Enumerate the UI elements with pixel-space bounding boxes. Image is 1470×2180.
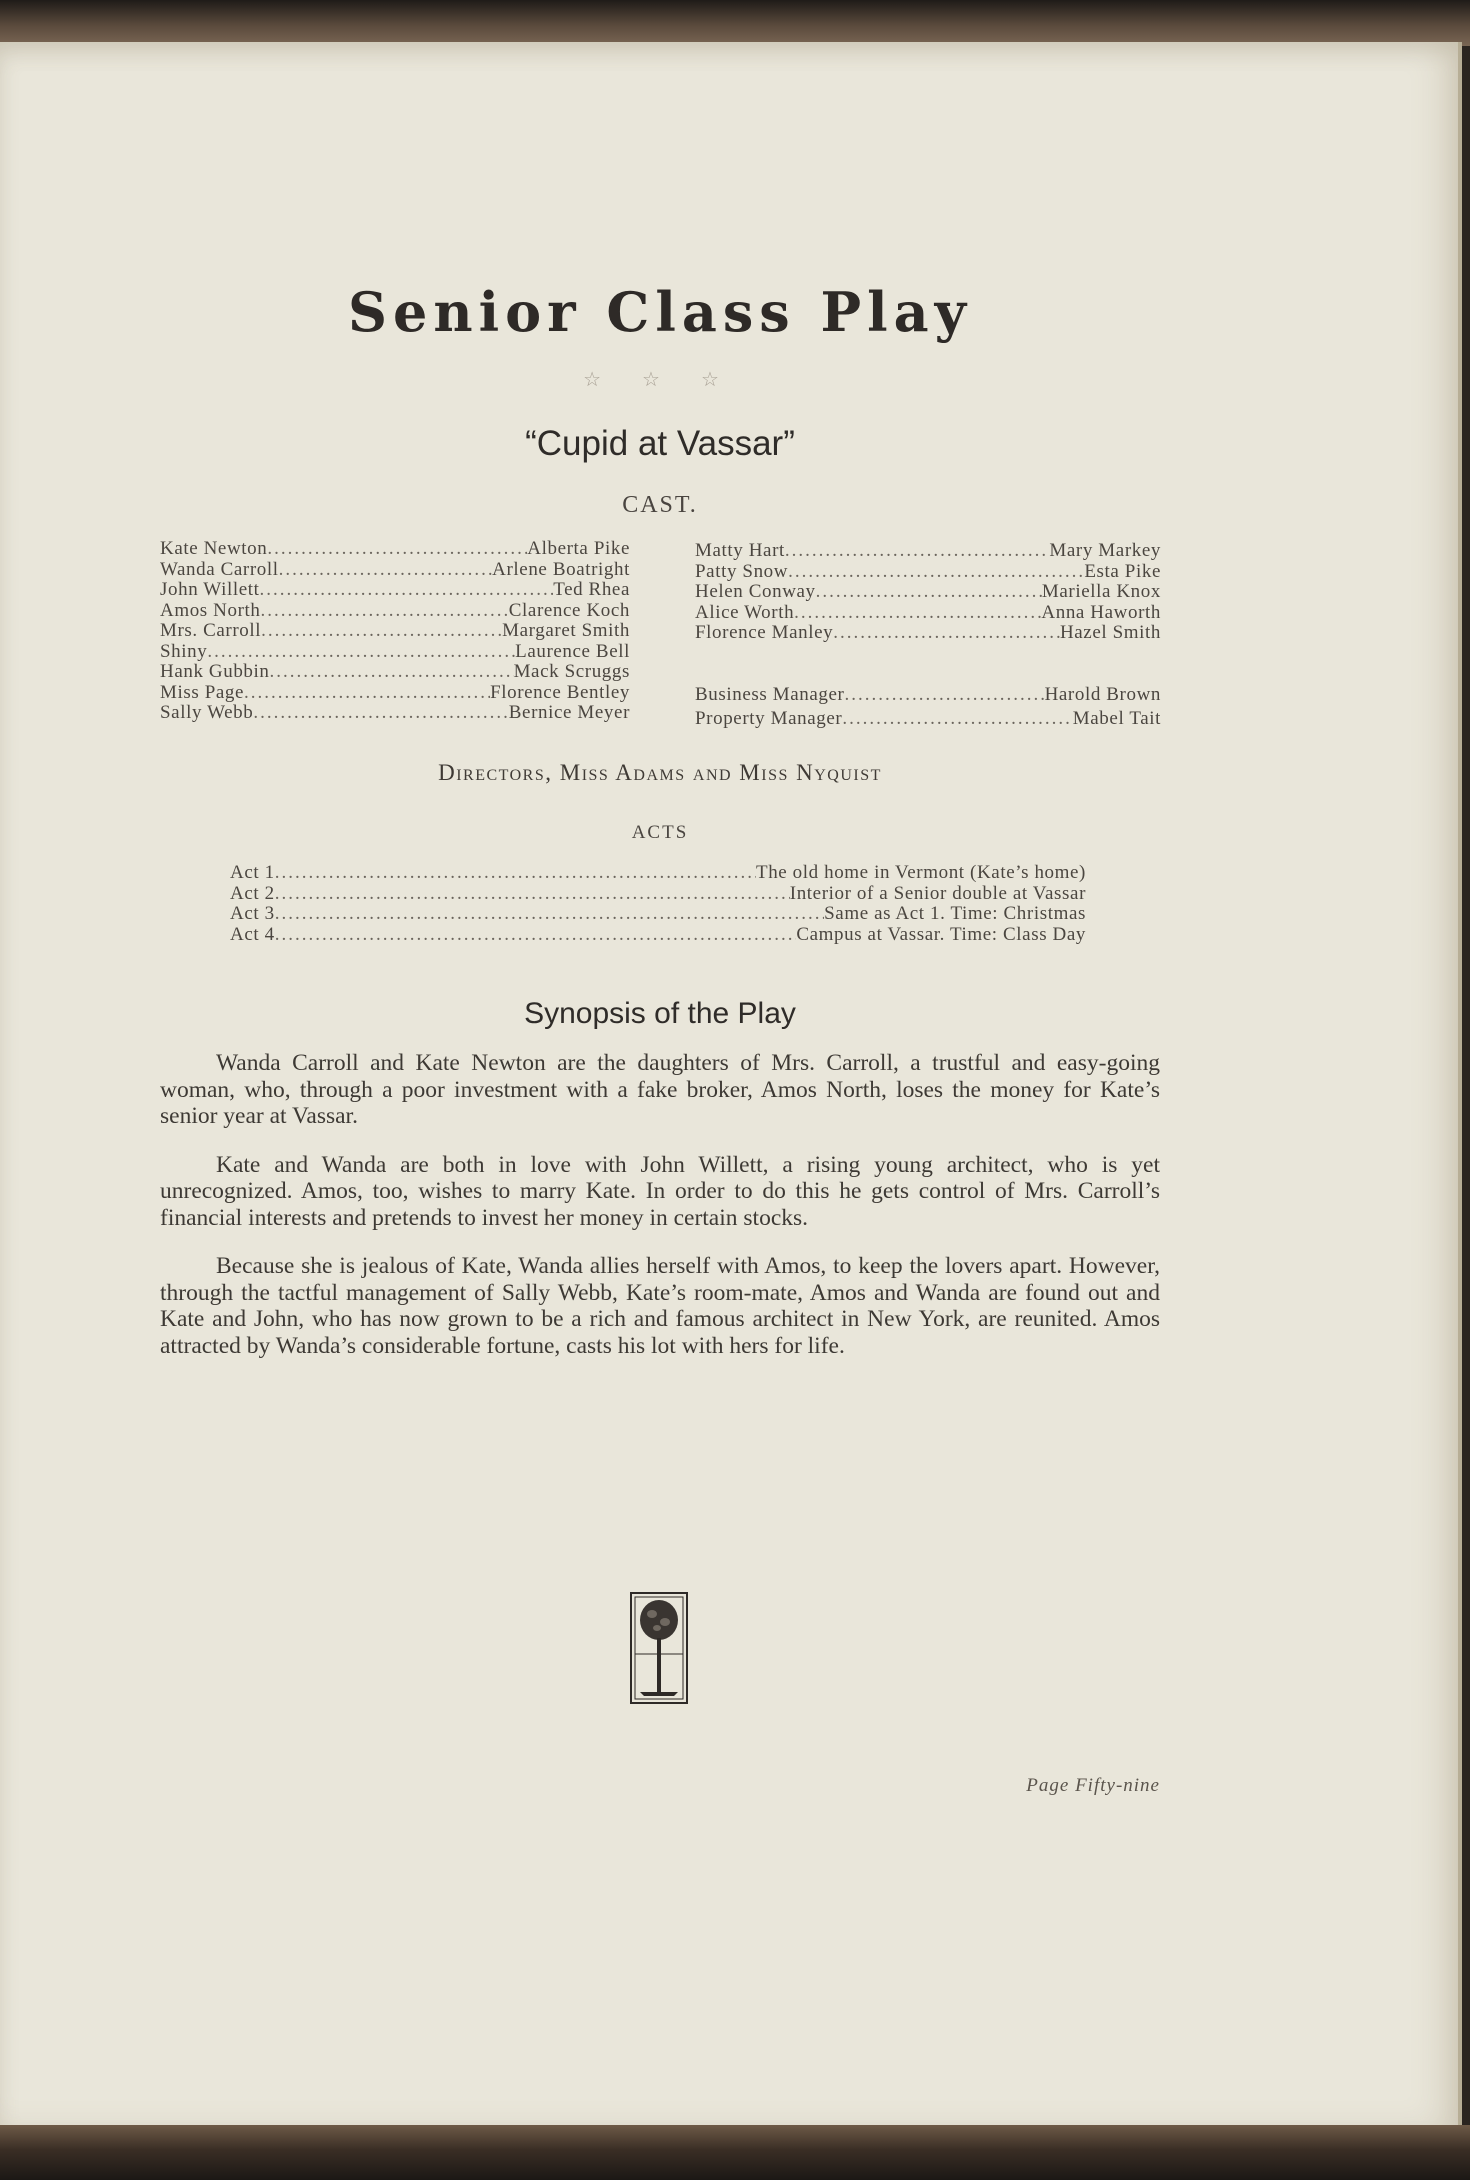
dot-leader: [253, 703, 508, 724]
synopsis-paragraph: Kate and Wanda are both in love with John Willett, a rising young architect, who is yet unrecognized. Amos, too, wishes to marry Kate. In order to do this he gets control of Mrs. Carroll’s financial interests and pretends to invest her money in certain stocks.: [160, 1151, 1160, 1231]
book-page: [0, 42, 1462, 2130]
act-description: Interior of a Senior double at Vassar: [789, 883, 1086, 904]
dot-leader: [275, 863, 756, 884]
cast-row: [160, 621, 630, 642]
actor-name: Anna Haworth: [1041, 602, 1161, 623]
dot-leader: [275, 884, 790, 905]
staff-name: Harold Brown: [1044, 684, 1161, 705]
dot-leader: [844, 685, 1044, 706]
tree-emblem-icon: [630, 1592, 688, 1704]
play-title: “Cupid at Vassar”: [525, 424, 795, 463]
dot-leader: [275, 904, 824, 925]
role-name: Helen Conway: [695, 582, 816, 602]
role-name: Sally Webb: [160, 703, 254, 723]
dot-leader: [244, 683, 490, 704]
actor-name: Florence Bentley: [490, 682, 630, 703]
actor-name: Clarence Koch: [508, 600, 630, 621]
cast-row: [160, 539, 630, 560]
role-name: Patty Snow: [695, 561, 789, 582]
role-name: Hank Gubbin: [160, 662, 270, 682]
act-description: Same as Act 1. Time: Christmas: [824, 904, 1086, 924]
dot-leader: [842, 709, 1072, 730]
staff-role: Business Manager: [695, 684, 845, 705]
top-binding-edge: [0, 0, 1470, 46]
actor-name: Alberta Pike: [527, 539, 630, 559]
cast-row: [160, 560, 630, 581]
role-name: Wanda Carroll: [160, 559, 279, 580]
cast-row: [160, 703, 630, 724]
role-name: John Willett: [160, 580, 260, 600]
staff-role: Property Manager: [695, 709, 843, 729]
dot-leader: [261, 621, 502, 642]
role-name: Miss Page: [160, 682, 245, 703]
page-number: Page Fifty-nine: [1026, 1775, 1160, 1796]
cast-row: [160, 683, 630, 704]
role-name: Florence Manley: [695, 623, 834, 643]
role-name: Alice Worth: [695, 602, 795, 623]
cast-heading: CAST.: [622, 492, 698, 518]
role-name: Amos North: [160, 600, 261, 621]
act-label: Act 1: [230, 863, 275, 883]
act-label: Act 4: [230, 924, 275, 945]
acts-heading: ACTS: [631, 822, 689, 843]
star-ornament: ☆ ☆ ☆: [583, 369, 737, 391]
staff-name: Mabel Tait: [1072, 709, 1161, 729]
role-name: Shiny: [160, 641, 208, 662]
act-label: Act 2: [230, 883, 275, 904]
column-gap: [695, 644, 1161, 685]
act-description: The old home in Vermont (Kate’s home): [755, 863, 1086, 883]
dot-leader: [260, 601, 508, 622]
dot-leader: [279, 560, 493, 581]
actor-name: Bernice Meyer: [508, 703, 630, 723]
cast-list-left: [160, 539, 630, 724]
cast-list-right: [695, 541, 1161, 730]
dot-leader: [260, 580, 554, 601]
dot-leader: [788, 562, 1084, 583]
cast-row: [695, 541, 1161, 562]
actor-name: Hazel Smith: [1059, 623, 1161, 643]
actor-name: Arlene Boatright: [492, 559, 630, 580]
role-name: Mrs. Carroll: [160, 621, 262, 641]
acts-list: [230, 863, 1086, 945]
actor-name: Mariella Knox: [1041, 582, 1161, 602]
act-description: Campus at Vassar. Time: Class Day: [796, 924, 1086, 945]
act-row: [230, 863, 1086, 884]
cast-row: [695, 582, 1161, 603]
act-row: [230, 884, 1086, 905]
synopsis-body: [160, 1050, 1160, 1381]
actor-name: Margaret Smith: [502, 621, 630, 641]
act-label: Act 3: [230, 904, 275, 924]
directors-line: Directors, Miss Adams and Miss Nyquist: [438, 760, 882, 785]
bottom-binding-edge: [0, 2125, 1470, 2180]
actor-name: Laurence Bell: [515, 641, 630, 662]
dot-leader: [833, 623, 1060, 644]
role-name: Kate Newton: [160, 539, 268, 559]
act-row: [230, 904, 1086, 925]
synopsis-paragraph: Wanda Carroll and Kate Newton are the daughters of Mrs. Carroll, a trustful and easy-going woman, who, through a poor investment with a fake broker, Amos North, loses the money for Kate’s senior year at Vassar.: [160, 1050, 1160, 1129]
dot-leader: [270, 662, 514, 683]
actor-name: Ted Rhea: [553, 580, 630, 600]
staff-row: [695, 709, 1161, 730]
actor-name: Mack Scruggs: [513, 662, 630, 682]
staff-row: [695, 685, 1161, 706]
dot-leader: [275, 925, 797, 946]
cast-row: [695, 603, 1161, 624]
role-name: Matty Hart: [695, 541, 785, 561]
cast-row: [695, 562, 1161, 583]
synopsis-title: Synopsis of the Play: [524, 997, 796, 1030]
dot-leader: [785, 541, 1050, 562]
act-row: [230, 925, 1086, 946]
page-heading: Senior Class Play: [348, 280, 972, 344]
dot-leader: [267, 539, 527, 560]
cast-row: [160, 601, 630, 622]
dot-leader: [816, 582, 1042, 603]
actor-name: Esta Pike: [1084, 561, 1161, 582]
dot-leader: [794, 603, 1041, 624]
cast-row: [160, 580, 630, 601]
cast-row: [160, 642, 630, 663]
synopsis-paragraph: Because she is jealous of Kate, Wanda allies herself with Amos, to keep the lovers apart. However, through the tactful management of Sally Webb, Kate’s room-mate, Amos and Wanda are found out and Kate and John, who has now grown to be a rich and famous architect in New York, are reunited. Amos attracted by Wanda’s considerable fortune, casts his lot with hers for life.: [160, 1253, 1160, 1359]
cast-row: [695, 623, 1161, 644]
actor-name: Mary Markey: [1049, 541, 1161, 561]
cast-row: [160, 662, 630, 683]
dot-leader: [207, 642, 515, 663]
